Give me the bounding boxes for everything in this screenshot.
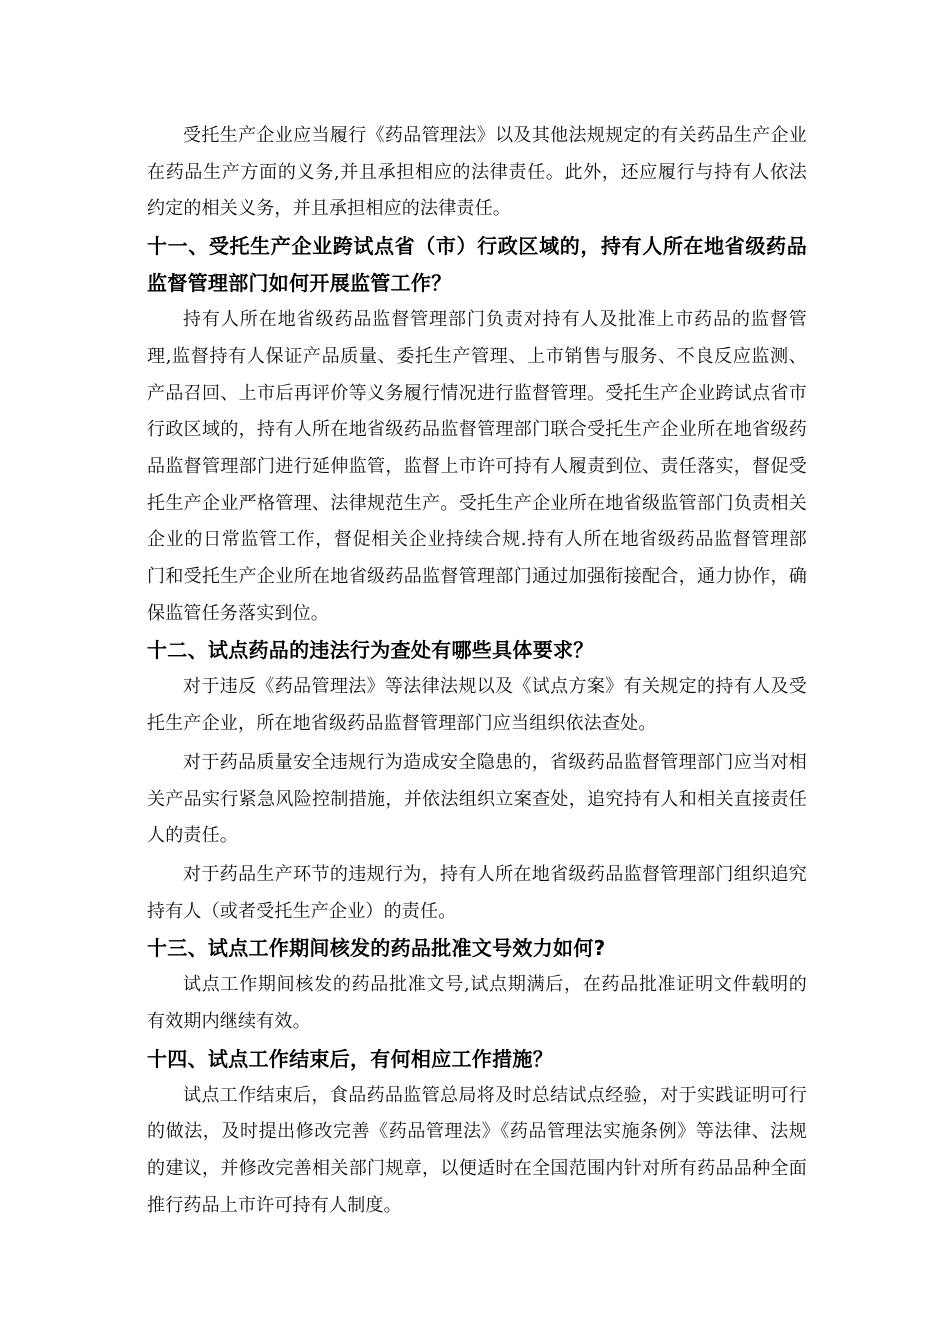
document-body bbox=[147, 118, 807, 1225]
paragraph-production-violations: 对于药品生产环节的违规行为，持有人所在地省级药品监督管理部门组织追究持有人（或者受托生产企业）的责任。 bbox=[147, 863, 807, 922]
paragraph-violation-investigation: 对于违反《药品管理法》等法律法规以及《试点方案》有关规定的持有人及受托生产企业，所在地省级药品监督管理部门应当组织依法查处。 bbox=[147, 676, 807, 735]
heading-section-14: 十四、试点工作结束后，有何相应工作措施？ bbox=[147, 1046, 553, 1071]
heading-section-11: 十一、受托生产企业跨试点省（市）行政区域的，持有人所在地省级药品监督管理部门如何开展监管工作？ bbox=[147, 234, 807, 296]
paragraph-approval-validity: 试点工作期间核发的药品批准文号,试点期满后，在药品批准证明文件载明的有效期内继续有效。 bbox=[147, 974, 807, 1033]
paragraph-cross-region-supervision: 持有人所在地省级药品监督管理部门负责对持有人及批准上市药品的监督管理,监督持有人保证产品质量、委托生产管理、上市销售与服务、不良反应监测、产品召回、上市后再评价等义务履行情况进行监督管理。受托生产企业跨试点省市行政区域的，持有人所在地省级药品监督管理部门联合受托生产企业所在地省级药品监督管理部门进行延伸监管，监督上市许可持有人履责到位、责任落实，督促受托生产企业严格管理、法律规范生产。受托生产企业所在地省级监管部门负责相关企业的日常监管工作，督促相关企业持续合规.持有人所在地省级药品监督管理部门和受托生产企业所在地省级药品监督管理部门通过加强衔接配合，通力协作，确保监管任务落实到位。 bbox=[147, 309, 807, 624]
paragraph-entrusted-obligations: 受托生产企业应当履行《药品管理法》以及其他法规规定的有关药品生产企业在药品生产方面的义务,并且承担相应的法律责任。此外，还应履行与持有人依法约定的相关义务，并且承担相应的法律责任。 bbox=[147, 125, 807, 220]
paragraph-risk-control: 对于药品质量安全违规行为造成安全隐患的，省级药品监督管理部门应当对相关产品实行紧急风险控制措施，并依法组织立案查处，追究持有人和相关直接责任人的责任。 bbox=[147, 751, 807, 847]
heading-section-13: 十三、试点工作期间核发的药品批准文号效力如何? bbox=[147, 936, 606, 961]
heading-section-12: 十二、试点药品的违法行为查处有哪些具体要求？ bbox=[147, 638, 594, 663]
paragraph-post-pilot-measures: 试点工作结束后，食品药品监管总局将及时总结试点经验，对于实践证明可行的做法，及时提出修改完善《药品管理法》《药品管理法实施条例》等法律、法规的建议，并修改完善相关部门规章，以便适时在全国范围内针对所有药品品种全面推行药品上市许可持有人制度。 bbox=[147, 1084, 807, 1216]
